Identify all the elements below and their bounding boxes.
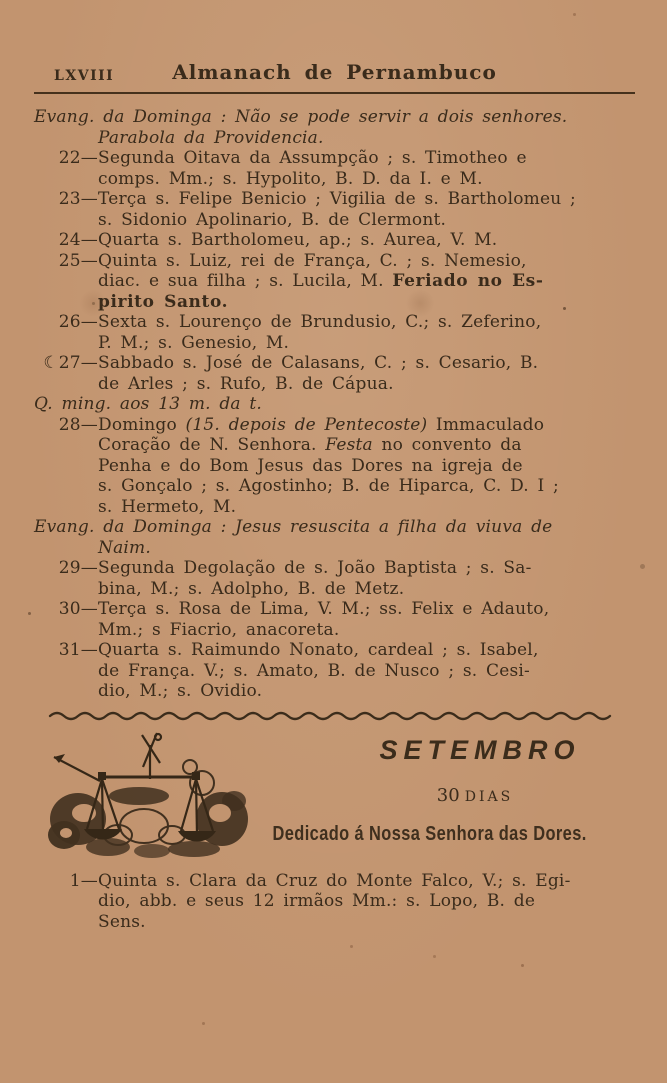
entry-text-segment: bina, M.; s. Adolpho, B. de Metz. [98, 578, 405, 599]
gospel-note [34, 107, 635, 148]
entry-text-segment: Penha e do Bom Jesus das Dores na igreja de [98, 455, 523, 476]
entry-line [34, 640, 635, 661]
august-entries-29-31 [34, 558, 635, 702]
gospel-note-line: Naim. [98, 537, 151, 558]
entry-text-segment: dio, abb. e seus 12 irmãos Mm.: s. Lopo, B. de [98, 891, 536, 911]
entry-line [34, 871, 635, 892]
entry-text-segment: Quinta s. Luiz, rei de França, C. ; s. Nemesio, [98, 250, 527, 271]
entry-line [34, 415, 635, 436]
calendar-entry [34, 415, 635, 518]
entry-text-segment: Immaculado [427, 414, 545, 435]
day-number: 30— [58, 599, 98, 619]
entry-line-continuation [98, 579, 635, 600]
day-number: 29— [58, 558, 98, 578]
entry-text-segment: Domingo [98, 414, 186, 435]
entry-line [34, 251, 635, 272]
page-title: Almanach de Pernambuco [172, 60, 497, 84]
moon-phase-note: Q. ming. aos 13 m. da t. [34, 394, 263, 414]
entry-text-segment: Festa [325, 435, 373, 455]
entry-text-segment: Quinta s. Clara da Cruz do Monte Falco, V.; s. Egi- [98, 870, 571, 891]
day-number: 25— [58, 250, 98, 271]
entry-line-continuation [98, 271, 635, 292]
entry-line [34, 230, 635, 251]
september-entries-wrap [34, 871, 635, 933]
september-entries [34, 871, 635, 933]
calendar-entry [34, 251, 635, 313]
moon-symbol-and-day-number: ☾27— [43, 353, 98, 373]
entry-line-continuation [98, 435, 635, 456]
entry-line-continuation [98, 497, 635, 518]
libra-scales-illustration [44, 723, 254, 871]
calendar-august [34, 107, 635, 702]
entry-text-segment: Mm.; s Fiacrio, anacoreta. [98, 619, 340, 640]
gospel-note-line: Parabola da Providencia. [98, 127, 324, 148]
entry-line [34, 353, 635, 374]
month-dedication-text: Dedicado á Nossa Senhora das Dores. [272, 822, 588, 845]
entry-text-segment: pirito Santo. [98, 291, 229, 312]
entry-line-continuation [98, 333, 635, 354]
day-count-label: DIAS [464, 788, 514, 805]
entry-line-continuation [98, 912, 635, 933]
entry-line-continuation [98, 210, 635, 231]
entry-text-segment: s. Hermeto, M. [98, 496, 237, 517]
entry-text-segment: Quarta s. Raimundo Nonato, cardeal ; s. Isabel, [98, 640, 539, 660]
entry-line-continuation [98, 456, 635, 477]
entry-line-continuation [98, 891, 635, 912]
calendar-entry [34, 189, 635, 230]
entry-line-continuation [98, 374, 635, 395]
entry-text-segment: s. Sidonio Apolinario, B. de Clermont. [98, 209, 447, 230]
entry-line [34, 558, 635, 579]
calendar-entry [34, 599, 635, 640]
entry-line-continuation [98, 620, 635, 641]
entry-text-segment: comps. Mm.; s. Hypolito, B. D. da I. e M. [98, 168, 483, 189]
day-number: 24— [58, 230, 98, 250]
entry-text-segment: Coração de N. Senhora. [98, 435, 326, 455]
calendar-entry [34, 640, 635, 702]
entry-line-continuation [98, 169, 635, 190]
day-count-number: 30 [436, 784, 460, 806]
entry-line [34, 599, 635, 620]
calendar-entry [34, 230, 635, 251]
entry-text-segment: dio, M.; s. Ovidio. [98, 681, 263, 701]
entry-text-segment: de França. V.; s. Amato, B. de Nusco ; s. Cesi- [98, 660, 530, 681]
september-section-header [0, 721, 667, 871]
entry-line [34, 148, 635, 169]
entry-text-segment: Sexta s. Lourenço de Brundusio, C.; s. Zeferino, [98, 312, 542, 332]
august-entries-22-27 [34, 148, 635, 394]
day-number: 23— [58, 189, 98, 209]
entry-text-segment: Sabbado s. José de Calasans, C. ; s. Cesario, B. [98, 353, 539, 373]
entry-text-segment: s. Gonçalo ; s. Agostinho; B. de Hiparca, C. D. I ; [98, 476, 559, 496]
month-dedication [215, 823, 645, 846]
entry-text-segment: Segunda Degolação de s. João Baptista ; s. Sa- [98, 558, 532, 578]
day-number: 26— [58, 312, 98, 332]
day-number: 1— [69, 870, 98, 891]
entry-text-segment: no convento da [372, 435, 522, 455]
day-number: 22— [58, 148, 98, 168]
gospel-note-line: Evang. da Dominga : Jesus resuscita a filha da viuva de [34, 517, 553, 537]
calendar-september [0, 871, 667, 933]
entry-text-segment: diac. e sua filha ; s. Lucila, M. [98, 271, 393, 291]
entry-text-segment: Segunda Oitava da Assumpção ; s. Timotheo e [98, 148, 527, 168]
entry-text-segment: P. M.; s. Genesio, M. [98, 332, 290, 353]
entry-line-continuation [98, 292, 635, 313]
calendar-entry [34, 148, 635, 189]
entry-text-segment: Terça s. Rosa de Lima, V. M.; ss. Felix e Adauto, [98, 599, 550, 619]
august-entry-28 [34, 415, 635, 518]
wavy-divider [48, 709, 624, 721]
entry-line [34, 189, 635, 210]
entry-text-segment: Quarta s. Bartholomeu, ap.; s. Aurea, V. M. [98, 230, 498, 250]
entry-text-segment: de Arles ; s. Rufo, B. de Cápua. [98, 373, 394, 394]
entry-text-segment: Terça s. Felipe Benicio ; Vigilia de s. Bartholomeu ; [98, 189, 576, 209]
day-number: 28— [58, 414, 98, 435]
entry-text-segment: (15. depois de Pentecoste) [185, 414, 428, 435]
day-number: 31— [58, 640, 98, 660]
calendar-entry [34, 871, 635, 933]
entry-text-segment: Feriado no Es- [392, 271, 544, 291]
entry-line [34, 312, 635, 333]
page-header [34, 0, 635, 94]
gospel-note [34, 517, 635, 558]
calendar-entry [34, 558, 635, 599]
entry-text-segment: Sens. [98, 911, 146, 932]
gospel-note-line: Evang. da Dominga : Não se pode servir a dois senhores. [34, 107, 568, 127]
entry-line-continuation [98, 681, 635, 702]
entry-line-continuation [98, 476, 635, 497]
calendar-entry [34, 312, 635, 353]
month-title: SETEMBRO [379, 734, 581, 765]
calendar-entry [34, 353, 635, 394]
entry-line-continuation [98, 661, 635, 682]
folio-number: LXVIII [54, 68, 115, 84]
month-day-count [330, 785, 620, 806]
